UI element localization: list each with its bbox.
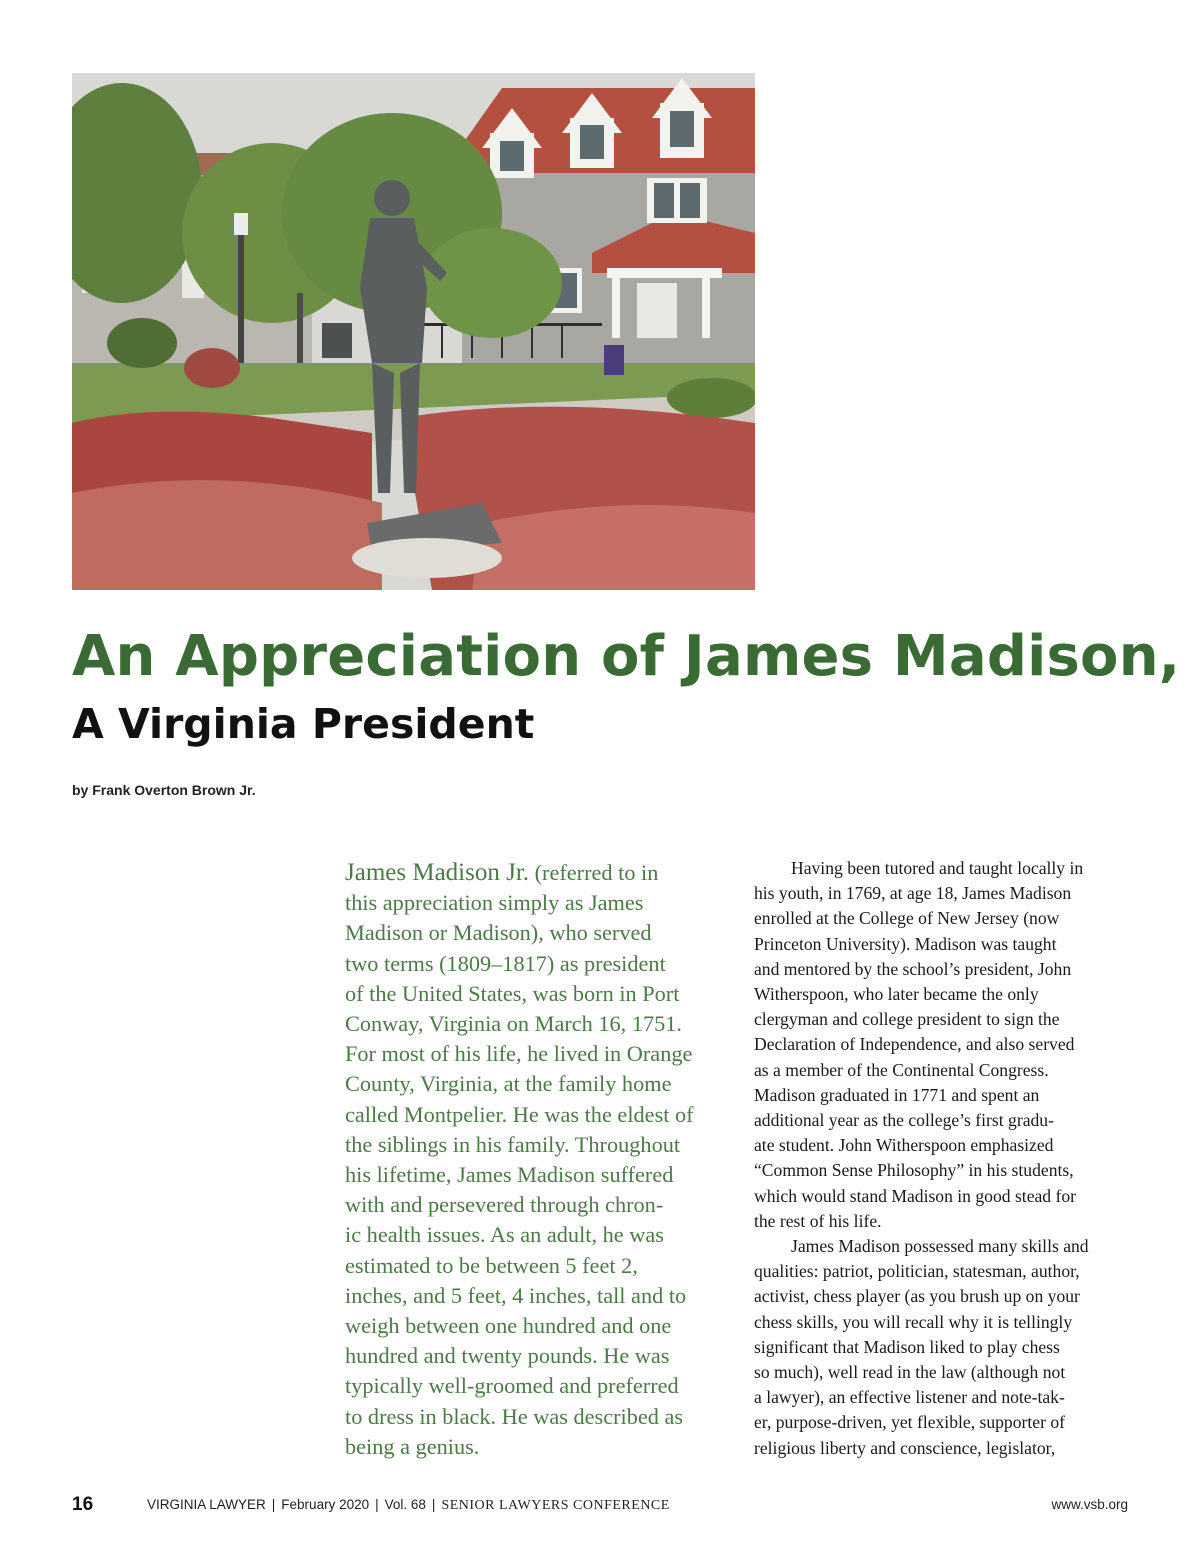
body-line: a lawyer), an effective listener and note-tak- — [754, 1387, 1065, 1408]
page-number: 16 — [72, 1494, 94, 1515]
body-line: additional year as the college’s first gradu- — [754, 1110, 1054, 1131]
lead-line: his lifetime, James Madison suffered — [345, 1162, 674, 1188]
lead-name: James Madison Jr. — [345, 859, 530, 886]
lead-line: inches, and 5 feet, 4 inches, tall and to — [345, 1282, 687, 1308]
footer-separator: | — [431, 1497, 436, 1512]
body-line: enrolled at the College of New Jersey (now — [754, 908, 1060, 929]
lead-line: weigh between one hundred and one — [345, 1313, 672, 1339]
body-line: which would stand Madison in good stead for — [754, 1185, 1077, 1206]
body-line: Madison graduated in 1771 and spent an — [754, 1084, 1040, 1105]
madison-statue-photo — [72, 73, 755, 590]
publication-info — [147, 1497, 670, 1514]
body-line: activist, chess player (as you brush up on your — [754, 1286, 1080, 1307]
lead-line: called Montpelier. He was the eldest of — [345, 1101, 694, 1127]
section-name: SENIOR LAWYERS CONFERENCE — [441, 1498, 670, 1513]
lead-line: two terms (1809–1817) as president — [345, 950, 666, 976]
lead-line-text: (referred to in — [529, 860, 659, 885]
lead-line: to dress in black. He was described as — [345, 1403, 684, 1429]
page-footer — [72, 1494, 1128, 1518]
body-line: the rest of his life. — [754, 1210, 882, 1231]
lead-paragraph — [345, 858, 723, 1462]
lead-line: with and persevered through chron- — [345, 1192, 664, 1218]
lead-line: County, Virginia, at the family home — [345, 1071, 672, 1097]
footer-separator: | — [271, 1497, 276, 1512]
body-paragraph-1 — [754, 856, 1134, 1234]
body-column — [754, 856, 1134, 1461]
body-line: chess skills, you will recall why it is tellingly — [754, 1311, 1073, 1332]
body-line: ate student. John Witherspoon emphasized — [754, 1135, 1054, 1156]
body-line: his youth, in 1769, at age 18, James Madison — [754, 883, 1072, 904]
publication-name: VIRGINIA LAWYER — [147, 1497, 266, 1512]
volume-number: Vol. 68 — [384, 1497, 426, 1512]
footer-separator: | — [375, 1497, 379, 1512]
article-title: An Appreciation of James Madison, — [72, 624, 1181, 689]
body-line: and mentored by the school’s president, John — [754, 958, 1072, 979]
body-line: religious liberty and conscience, legislator, — [754, 1437, 1056, 1458]
body-line: er, purpose-driven, yet flexible, supporter of — [754, 1412, 1065, 1433]
body-line: so much), well read in the law (although not — [754, 1362, 1066, 1383]
lead-line: the siblings in his family. Throughout — [345, 1131, 681, 1157]
body-line: clergyman and college president to sign the — [754, 1009, 1060, 1030]
lead-line: ic health issues. As an adult, he was — [345, 1222, 664, 1248]
lead-line: this appreciation simply as James — [345, 890, 644, 916]
lead-line: Madison or Madison), who served — [345, 920, 652, 946]
lead-line: being a genius. — [345, 1433, 480, 1459]
lead-line: Conway, Virginia on March 16, 1751. — [345, 1011, 683, 1037]
body-line: significant that Madison liked to play chess — [754, 1336, 1060, 1357]
lead-line: estimated to be between 5 feet 2, — [345, 1252, 638, 1278]
body-line: “Common Sense Philosophy” in his students, — [754, 1160, 1074, 1181]
body-line: James Madison possessed many skills and — [791, 1236, 1089, 1257]
lead-line: of the United States, was born in Port — [345, 980, 680, 1006]
body-paragraph-2 — [754, 1234, 1134, 1461]
lead-line: For most of his life, he lived in Orange — [345, 1041, 693, 1067]
lead-line: hundred and twenty pounds. He was — [345, 1343, 670, 1369]
body-line: Declaration of Independence, and also served — [754, 1034, 1075, 1055]
body-line: as a member of the Continental Congress. — [754, 1059, 1049, 1080]
lead-line — [345, 858, 723, 888]
website-link[interactable]: www.vsb.org — [1051, 1497, 1128, 1512]
body-line: qualities: patriot, politician, statesman, author, — [754, 1261, 1080, 1282]
body-line: Having been tutored and taught locally in — [791, 858, 1084, 878]
author-byline: by Frank Overton Brown Jr. — [72, 782, 256, 798]
statue-photo-illustration — [72, 73, 755, 590]
lead-line: typically well-groomed and preferred — [345, 1373, 679, 1399]
issue-date: February 2020 — [281, 1497, 370, 1512]
body-line: Princeton University). Madison was taught — [754, 933, 1057, 954]
article-subtitle: A Virginia President — [72, 700, 535, 748]
body-line: Witherspoon, who later became the only — [754, 984, 1039, 1005]
